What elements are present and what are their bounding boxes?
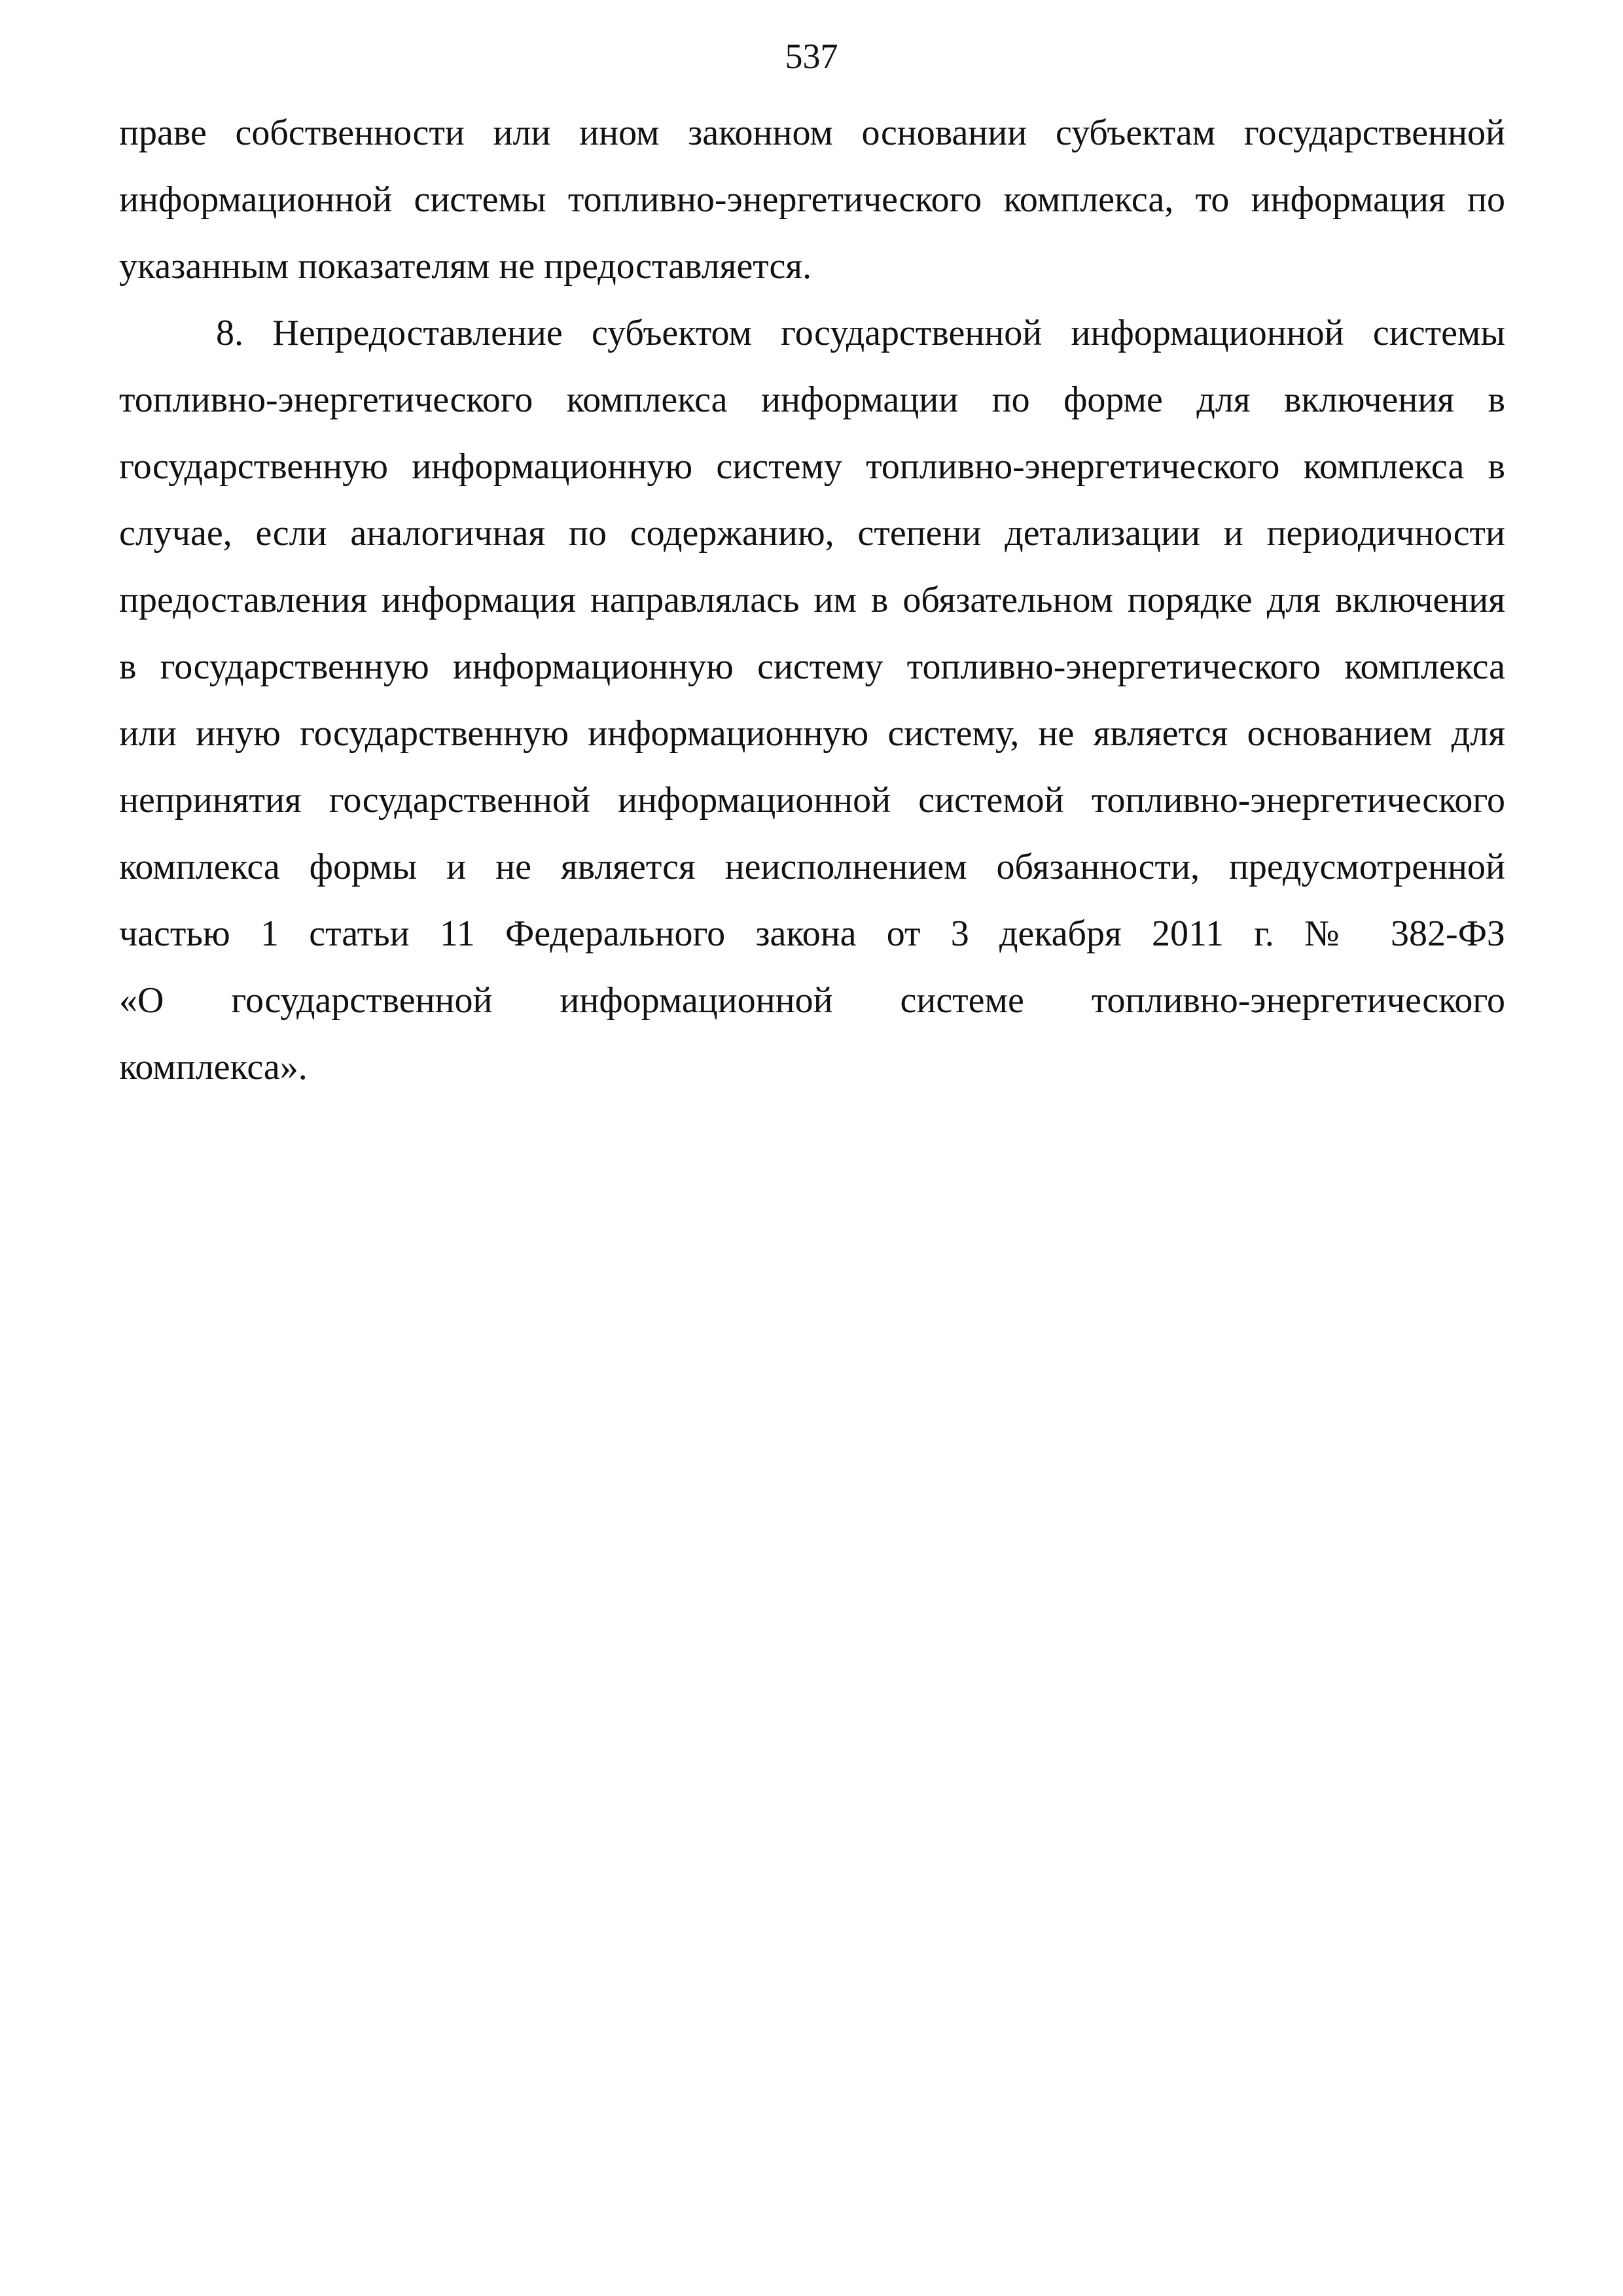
- text-line: частью 1 статьи 11 Федерального закона от 3 декабря 2011 г. № 382-ФЗ: [119, 913, 1505, 954]
- text-line: «О государственной информационной системе топливно-энергетического: [119, 980, 1505, 1021]
- text-line: предоставления информация направлялась им в обязательном порядке для включения: [119, 580, 1505, 620]
- text-line: государственную информационную систему топливно-энергетического комплекса в: [119, 446, 1505, 487]
- paragraph-item-8: [119, 300, 1505, 1101]
- text-line: или иную государственную информационную систему, не является основанием для: [119, 713, 1505, 754]
- text-line: информационной системы топливно-энергетического комплекса, то информация по: [119, 179, 1505, 220]
- document-body: [119, 99, 1505, 1101]
- text-line: указанным показателям не предоставляется.: [119, 246, 812, 287]
- text-line: непринятия государственной информационной системой топливно-энергетического: [119, 780, 1505, 821]
- text-line: комплекса формы и не является неисполнением обязанности, предусмотренной: [119, 847, 1505, 887]
- text-line: 8. Непредоставление субъектом государственной информационной системы: [216, 313, 1505, 353]
- paragraph-continuation: [119, 99, 1505, 300]
- text-line: случае, если аналогичная по содержанию, степени детализации и периодичности: [119, 513, 1505, 554]
- text-line: комплекса».: [119, 1047, 308, 1087]
- text-line: топливно-энергетического комплекса информации по форме для включения в: [119, 380, 1505, 420]
- page-number: 537: [785, 37, 838, 76]
- text-line: в государственную информационную систему топливно-энергетического комплекса: [119, 646, 1505, 687]
- text-line: праве собственности или ином законном основании субъектам государственной: [119, 113, 1505, 153]
